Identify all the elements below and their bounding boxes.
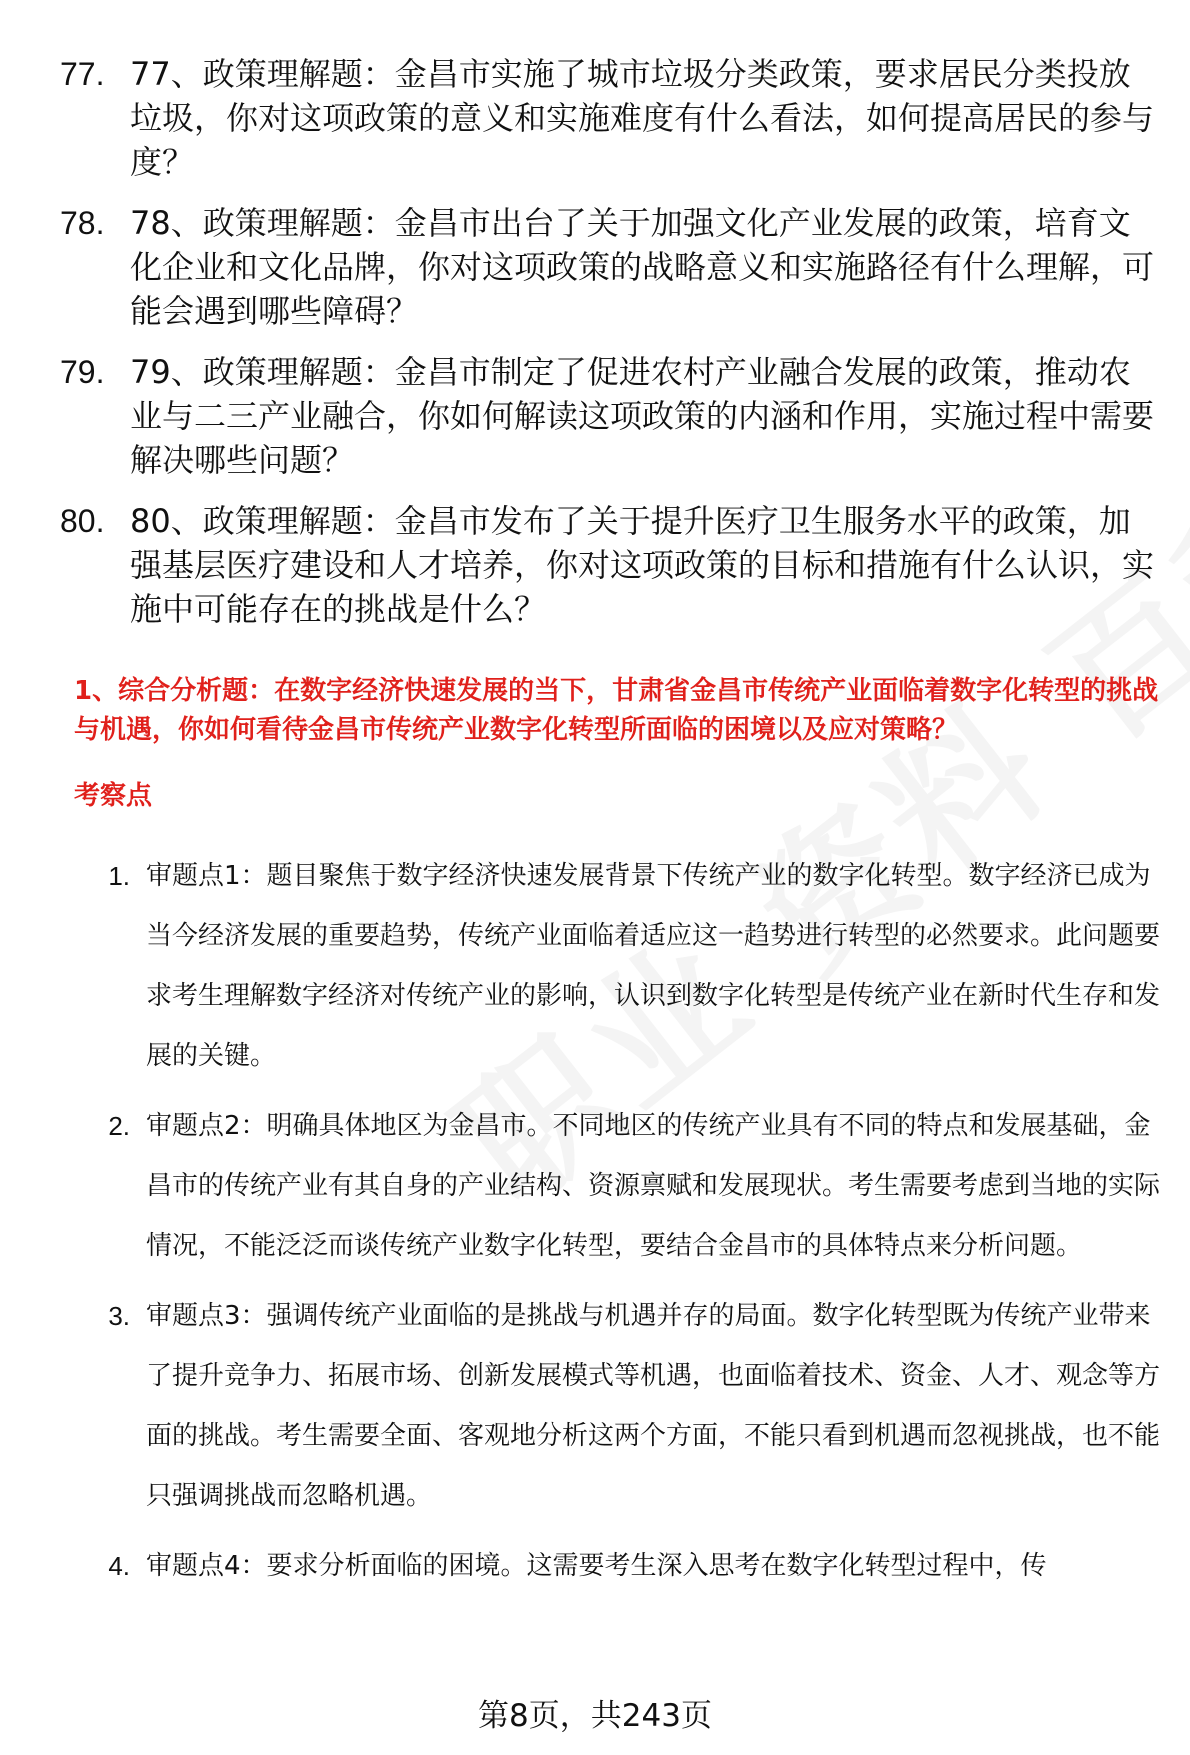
question-text: 77、政策理解题：金昌市实施了城市垃圾分类政策，要求居民分类投放垃圾，你对这项政策的意义和实施难度有什么看法，如何提高居民的参与度？ xyxy=(130,55,1155,181)
analysis-title: 1、综合分析题：在数字经济快速发展的当下，甘肃省金昌市传统产业面临着数字化转型的挑战与机遇，你如何看待金昌市传统产业数字化转型所面临的困境以及应对策略？ xyxy=(74,676,1159,745)
point-item xyxy=(74,1096,1164,1276)
question-text: 78、政策理解题：金昌市出台了关于加强文化产业发展的政策，培育文化企业和文化品牌，你对这项政策的战略意义和实施路径有什么理解，可能会遇到哪些障碍？ xyxy=(130,204,1155,330)
section-heading: 考察点 xyxy=(74,781,153,811)
point-list xyxy=(74,846,1164,1596)
question-list xyxy=(60,52,1160,648)
point-number: 3. xyxy=(108,1301,130,1331)
question-number: 79. xyxy=(60,354,105,390)
point-text: 审题点2：明确具体地区为金昌市。不同地区的传统产业具有不同的特点和发展基础，金昌市的传统产业有其自身的产业结构、资源禀赋和发展现状。考生需要考虑到当地的实际情况，不能泛泛而谈传统产业数字化转型，要结合金昌市的具体特点来分析问题。 xyxy=(146,1111,1161,1261)
point-number: 2. xyxy=(108,1111,130,1141)
question-text: 79、政策理解题：金昌市制定了促进农村产业融合发展的政策，推动农业与二三产业融合，你如何解读这项政策的内涵和作用，实施过程中需要解决哪些问题？ xyxy=(130,353,1155,479)
question-number: 80. xyxy=(60,503,105,539)
point-text: 审题点3：强调传统产业面临的是挑战与机遇并存的局面。数字化转型既为传统产业带来了提升竞争力、拓展市场、创新发展模式等机遇，也面临着技术、资金、人才、观念等方面的挑战。考生需要全面、客观地分析这两个方面，不能只看到机遇而忽视挑战，也不能只强调挑战而忽略机遇。 xyxy=(146,1301,1161,1511)
point-item xyxy=(74,846,1164,1086)
point-number: 4. xyxy=(108,1551,130,1581)
point-text: 审题点4：要求分析面临的困境。这需要考生深入思考在数字化转型过程中，传 xyxy=(146,1551,1047,1581)
point-number: 1. xyxy=(108,861,130,891)
point-item xyxy=(74,1286,1164,1526)
question-item xyxy=(60,52,1160,184)
point-text: 审题点1：题目聚焦于数字经济快速发展背景下传统产业的数字化转型。数字经济已成为当今经济发展的重要趋势，传统产业面临着适应这一趋势进行转型的必然要求。此问题要求考生理解数字经济对传统产业的影响，认识到数字化转型是传统产业在新时代生存和发展的关键。 xyxy=(146,861,1161,1071)
question-number: 77. xyxy=(60,56,105,92)
question-text: 80、政策理解题：金昌市发布了关于提升医疗卫生服务水平的政策，加强基层医疗建设和人才培养，你对这项政策的目标和措施有什么认识，实施中可能存在的挑战是什么？ xyxy=(130,502,1155,628)
analysis-section xyxy=(74,672,1164,1606)
point-item xyxy=(74,1536,1164,1596)
question-item xyxy=(60,201,1160,333)
question-number: 78. xyxy=(60,205,105,241)
question-item xyxy=(60,499,1160,631)
question-item xyxy=(60,350,1160,482)
page-footer: 第8页，共243页 xyxy=(478,1698,712,1734)
